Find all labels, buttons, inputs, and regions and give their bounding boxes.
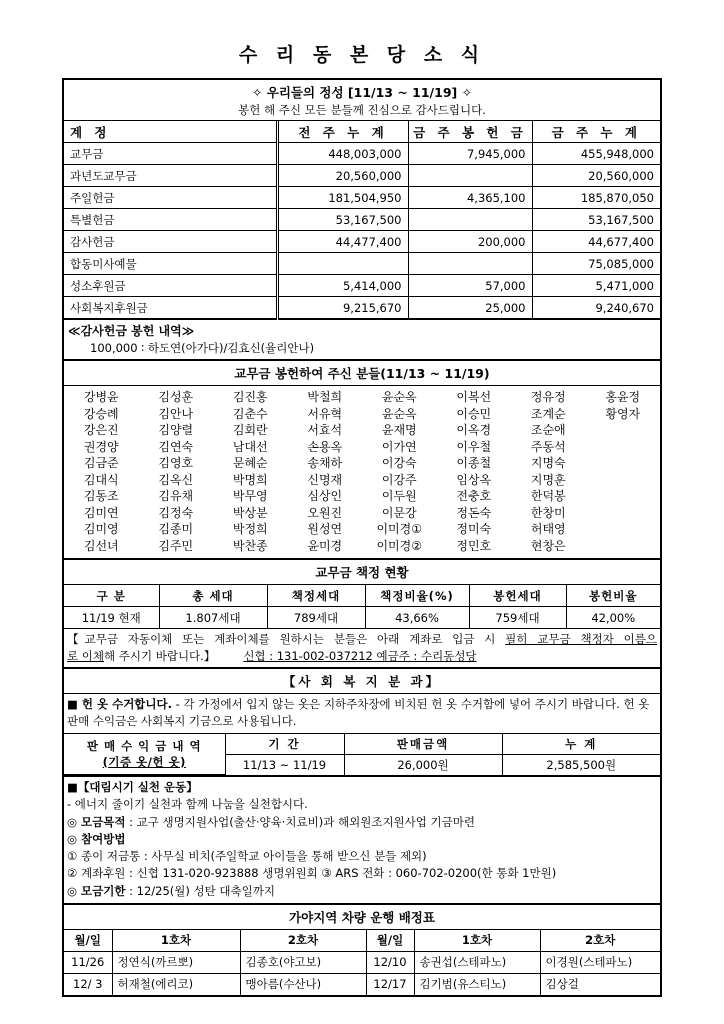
vehicle-header-row — [64, 930, 660, 952]
offering-account: 합동미사예물 — [64, 253, 277, 275]
donor-name: 지명훈 — [530, 472, 566, 487]
donor-name: 윤미경 — [307, 538, 343, 553]
offering-prev: 20,560,000 — [277, 165, 408, 187]
donor-name: 이미경① — [376, 522, 423, 536]
welfare-note-lead: ■ 헌 옷 수거합니다. — [67, 697, 173, 712]
donor-name: 김유채 — [158, 489, 194, 503]
donor-row — [64, 439, 660, 456]
donor-name: 이가연 — [381, 439, 417, 454]
sale-revenue-table — [64, 734, 660, 776]
offering-prev: 53,167,500 — [277, 209, 408, 231]
welfare-note — [64, 694, 660, 733]
donor-name: 이옥경 — [456, 423, 492, 437]
donor-name — [586, 422, 661, 439]
donor-name: 김진홍 — [232, 390, 268, 404]
donor-name: 문혜순 — [232, 456, 268, 470]
offering-banner-text: ✧ 우리들의 정성 [11/13 ~ 11/19] ✧ — [251, 85, 473, 100]
vehicle-col-car2-left: 2호차 — [240, 930, 366, 952]
donor-name: 강승례 — [83, 406, 119, 421]
assessment-header-row — [64, 585, 660, 607]
offering-account: 과년도교무금 — [64, 165, 277, 187]
donor-name: 전충호 — [456, 489, 492, 503]
assessment-col-division: 구 분 — [64, 585, 159, 607]
offering-col-week: 금 주 봉 헌 금 — [408, 121, 532, 143]
assessment-note-underline: 필히 교무금 책정자 이름으 — [505, 632, 657, 646]
assessment-note-text: 【교무금 자동이체 또는 계좌이체를 원하시는 분들은 아래 계좌로 입금 시 — [67, 632, 506, 646]
vehicle-driver: 맹아름(수산나) — [240, 973, 366, 995]
advent-deadline-line — [67, 883, 657, 900]
offering-total: 9,240,670 — [532, 297, 660, 320]
donor-name: 허태영 — [530, 522, 566, 536]
donor-name: 김선녀 — [83, 538, 119, 553]
assessment-assessed: 789세대 — [267, 607, 365, 629]
donor-name: 강병윤 — [83, 390, 119, 404]
donor-row — [64, 538, 660, 555]
vehicle-driver: 김기범(유스티노) — [414, 973, 540, 995]
assessment-total-households: 1.807세대 — [159, 607, 267, 629]
donor-name: 김연숙 — [158, 439, 194, 454]
vehicle-col-date-right: 월/일 — [366, 930, 414, 952]
donor-name — [586, 488, 661, 505]
donor-name — [586, 472, 661, 489]
donor-name: 김안나 — [158, 406, 194, 421]
donor-row — [64, 472, 660, 489]
vehicle-date: 11/26 — [64, 951, 112, 973]
vehicle-col-car1-right: 1호차 — [414, 930, 540, 952]
donor-row — [64, 455, 660, 472]
donor-name: 한덕봉 — [530, 489, 566, 503]
table-row — [64, 951, 660, 973]
donor-name: 이미경② — [376, 538, 423, 553]
donor-name: 박명희 — [232, 472, 268, 487]
offering-table-body — [64, 121, 660, 319]
advent-method-2: ② 계좌후원 : 신협 131-020-923888 생명위원회 ③ ARS 전화 : 060-702-0200(한 통화 1만원) — [67, 866, 557, 881]
donor-name: 박찬종 — [232, 538, 268, 553]
thanksgiving-title: ≪감사헌금 봉헌 내역≫ — [68, 324, 195, 338]
donor-name: 조순애 — [530, 423, 566, 437]
offering-col-account: 계 정 — [64, 121, 277, 143]
offering-prev: 448,003,000 — [277, 143, 408, 165]
table-row — [64, 607, 660, 629]
sale-col-amount: 판매금액 — [344, 734, 502, 755]
table-row — [64, 187, 660, 209]
donor-name: 김정숙 — [158, 505, 194, 520]
offering-total: 455,948,000 — [532, 143, 660, 165]
thanksgiving-entry: 100,000 ∶ 하도연(아가다)/김효신(율리안나) — [90, 341, 315, 355]
assessment-col-offering-households: 봉헌세대 — [469, 585, 566, 607]
assessment-note — [64, 628, 660, 669]
donor-name: 정민호 — [456, 538, 492, 553]
donor-name: 김미연 — [83, 505, 119, 520]
vehicle-date: 12/ 3 — [64, 973, 112, 995]
donor-row — [64, 422, 660, 439]
vehicle-driver: 김상걸 — [540, 973, 660, 995]
donor-name: 이강주 — [381, 472, 417, 487]
table-row — [64, 143, 660, 165]
advent-purpose-label: ◎ 모금목적 — [67, 814, 126, 829]
donor-name: 주동석 — [530, 439, 566, 454]
sale-revenue-label-line1: 판 매 수 익 금 내 역 — [86, 738, 202, 753]
donor-name: 김옥신 — [158, 472, 194, 487]
donor-name: 김금준 — [83, 456, 119, 470]
donor-name: 정돈숙 — [456, 505, 492, 520]
donor-name: 정유정 — [530, 390, 566, 404]
vehicle-driver: 정연식(까르뽀) — [112, 951, 240, 973]
donor-name: 오원진 — [307, 505, 343, 520]
donor-name: 김성훈 — [158, 390, 194, 404]
sale-col-period: 기 간 — [225, 734, 344, 755]
advent-method-label: ◎ 참여방법 — [67, 831, 126, 846]
donor-name: 정미숙 — [456, 522, 492, 536]
vehicle-col-car2-right: 2호차 — [540, 930, 660, 952]
assessment-division: 11/19 현재 — [64, 607, 159, 629]
donor-name: 김양렬 — [158, 423, 194, 437]
table-row — [64, 973, 660, 995]
offering-prev: 5,414,000 — [277, 275, 408, 297]
donor-name: 홍윤정 — [605, 390, 641, 404]
advent-section — [64, 775, 660, 903]
offering-account: 특별헌금 — [64, 209, 277, 231]
donor-name: 김미영 — [83, 522, 119, 536]
donor-name: 현창은 — [530, 538, 566, 553]
offering-week: 25,000 — [408, 297, 532, 320]
offering-week: 200,000 — [408, 231, 532, 253]
donor-name: 임상옥 — [456, 472, 492, 487]
vehicle-driver: 김종호(야고보) — [240, 951, 366, 973]
offering-week: 57,000 — [408, 275, 532, 297]
assessment-offering-households: 759세대 — [469, 607, 566, 629]
page-title: 수 리 동 본 당 소 식 — [238, 44, 486, 66]
donor-row — [64, 505, 660, 522]
offering-prev: 44,477,400 — [277, 231, 408, 253]
vehicle-table — [64, 930, 660, 995]
vehicle-date: 12/17 — [366, 973, 414, 995]
donor-name — [586, 455, 661, 472]
donor-name — [586, 521, 661, 538]
vehicle-col-car1-left: 1호차 — [112, 930, 240, 952]
donor-name: 김춘수 — [232, 406, 268, 421]
donor-name: 손용옥 — [307, 439, 343, 454]
sale-amount: 26,000원 — [344, 754, 502, 775]
advent-purpose-line — [67, 814, 657, 831]
donor-name: 박정희 — [232, 522, 268, 536]
welfare-note-body: - 각 가정에서 입지 않는 옷은 지하주차장에 비치된 헌 옷 수거함에 넣어 주시기 바랍니다. 헌 옷 판매 수익금은 사회복지 기금으로 사용됩니다. — [67, 697, 650, 729]
sale-header-row — [64, 734, 660, 755]
table-row — [64, 165, 660, 187]
donor-row — [64, 521, 660, 538]
donor-name: 송채하 — [307, 456, 343, 470]
advent-deadline-value: : 12/25(월) 성탄 대축일까지 — [125, 883, 275, 898]
table-row — [64, 253, 660, 275]
sale-col-cumulative: 누 계 — [502, 734, 660, 755]
donors-name-table — [64, 389, 660, 554]
donor-name: 윤순옥 — [381, 390, 417, 404]
donor-name: 김주민 — [158, 538, 194, 553]
offering-col-prev: 전 주 누 계 — [277, 121, 408, 143]
offering-total: 75,085,000 — [532, 253, 660, 275]
donor-row — [64, 406, 660, 423]
donor-name: 이종철 — [456, 456, 492, 470]
table-row — [64, 231, 660, 253]
offering-account: 교무금 — [64, 143, 277, 165]
vehicle-driver: 송권섭(스테파노) — [414, 951, 540, 973]
advent-dash-line: - 에너지 줄이기 실천과 함께 나눔을 실천합시다. — [67, 797, 308, 812]
donor-name: 이강숙 — [381, 456, 417, 470]
donor-name: 김종미 — [158, 522, 194, 536]
donor-name: 김동조 — [83, 489, 119, 503]
donor-name: 이복선 — [456, 390, 492, 404]
donor-name: 한창미 — [530, 505, 566, 520]
donor-name: 황영자 — [605, 406, 641, 421]
vehicle-driver: 허재철(에리코) — [112, 973, 240, 995]
donor-row — [64, 488, 660, 505]
donor-name: 이문강 — [381, 505, 417, 520]
donor-name: 조계순 — [530, 406, 566, 421]
donors-title: 교무금 봉헌하여 주신 분들(11/13 ~ 11/19) — [64, 361, 660, 386]
donor-name: 권경양 — [83, 439, 119, 454]
donor-name: 이두원 — [381, 489, 417, 503]
assessment-note-text2: 해 주시기 바랍니다.】 — [103, 648, 216, 663]
assessment-col-assessed: 책정세대 — [267, 585, 365, 607]
welfare-title: 【사 회 복 지 분 과】 — [64, 669, 660, 694]
table-row — [64, 297, 660, 320]
offering-section — [62, 78, 662, 997]
offering-week: 7,945,000 — [408, 143, 532, 165]
table-row — [64, 209, 660, 231]
offering-header-row — [64, 121, 660, 143]
sale-period: 11/13 ~ 11/19 — [225, 754, 344, 775]
donor-name: 서효석 — [307, 423, 343, 437]
donors-table-body — [64, 389, 660, 554]
donor-name — [586, 538, 661, 555]
offering-week — [408, 253, 532, 275]
assessment-bank-account: 신협 : 131-002-037212 예금주 : 수리동성당 — [243, 648, 477, 663]
vehicle-date: 12/10 — [366, 951, 414, 973]
donor-name: 윤재명 — [381, 423, 417, 437]
donor-name: 박상분 — [232, 505, 268, 520]
donor-name: 원성연 — [307, 522, 343, 536]
vehicle-col-date-left: 월/일 — [64, 930, 112, 952]
donor-name: 김영호 — [158, 456, 194, 470]
vehicle-title: 가야지역 차량 운행 배정표 — [64, 903, 660, 930]
donor-name: 이우철 — [456, 439, 492, 454]
table-row — [64, 275, 660, 297]
offering-prev: 181,504,950 — [277, 187, 408, 209]
offering-total: 44,677,400 — [532, 231, 660, 253]
assessment-col-total-households: 총 세대 — [159, 585, 267, 607]
offering-table — [64, 121, 660, 320]
donor-name: 지명숙 — [530, 456, 566, 470]
offering-account: 성소후원금 — [64, 275, 277, 297]
assessment-note-underline2: 로 이체 — [67, 648, 104, 663]
sale-revenue-label-line2: (기증 옷/헌 옷) — [102, 754, 186, 769]
donor-name: 서유혁 — [307, 406, 343, 421]
offering-account: 주일헌금 — [64, 187, 277, 209]
assessment-assessed-rate: 43,66% — [365, 607, 469, 629]
offering-col-total: 금 주 누 계 — [532, 121, 660, 143]
offering-banner-subtext: 봉헌 해 주신 모든 분들께 진심으로 감사드립니다. — [238, 103, 486, 117]
offering-week — [408, 209, 532, 231]
donor-name: 윤순옥 — [381, 406, 417, 421]
advent-method-1: ① 종이 저금통 : 사무실 비치(주일학교 아이들을 통해 받으신 분들 제외) — [67, 849, 427, 864]
advent-deadline-label: ◎ 모금기한 — [67, 883, 126, 898]
donor-name: 김대식 — [83, 472, 119, 487]
donor-name: 이승민 — [456, 406, 492, 421]
advent-title: ■【대림시기 실천 운동】 — [67, 780, 198, 795]
donor-name: 심상인 — [307, 489, 343, 503]
offering-prev — [277, 253, 408, 275]
thanksgiving-detail — [64, 320, 660, 361]
vehicle-driver: 이경원(스테파노) — [540, 951, 660, 973]
offering-total: 185,870,050 — [532, 187, 660, 209]
assessment-col-offering-rate: 봉헌비율 — [566, 585, 660, 607]
donor-name: 박무영 — [232, 489, 268, 503]
advent-purpose-value: : 교구 생명지원사업(출산·양육·치료비)과 해외원조지원사업 기금마련 — [125, 814, 475, 829]
assessment-note-line2 — [67, 648, 657, 665]
donor-name: 남대선 — [232, 439, 268, 454]
offering-total: 20,560,000 — [532, 165, 660, 187]
offering-account: 감사헌금 — [64, 231, 277, 253]
offering-banner — [64, 80, 660, 121]
assessment-note-line1 — [67, 631, 657, 648]
offering-week — [408, 165, 532, 187]
donor-name — [586, 439, 661, 456]
donors-grid — [64, 386, 660, 560]
offering-total: 53,167,500 — [532, 209, 660, 231]
donor-name — [586, 505, 661, 522]
sale-revenue-label — [64, 734, 225, 775]
offering-prev: 9,215,670 — [277, 297, 408, 320]
offering-account: 사회복지후원금 — [64, 297, 277, 320]
sale-cumulative: 2,585,500원 — [502, 754, 660, 775]
donor-name: 박철희 — [307, 390, 343, 404]
donor-name: 신명재 — [307, 472, 343, 487]
donor-name: 강은진 — [83, 423, 119, 437]
donor-name: 김회란 — [232, 423, 268, 437]
offering-week: 4,365,100 — [408, 187, 532, 209]
assessment-offering-rate: 42,00% — [566, 607, 660, 629]
assessment-title: 교무금 책정 현황 — [64, 560, 660, 585]
assessment-table — [64, 585, 660, 628]
assessment-col-assessed-rate: 책정비율(%) — [365, 585, 469, 607]
donor-row — [64, 389, 660, 406]
offering-total: 5,471,000 — [532, 275, 660, 297]
